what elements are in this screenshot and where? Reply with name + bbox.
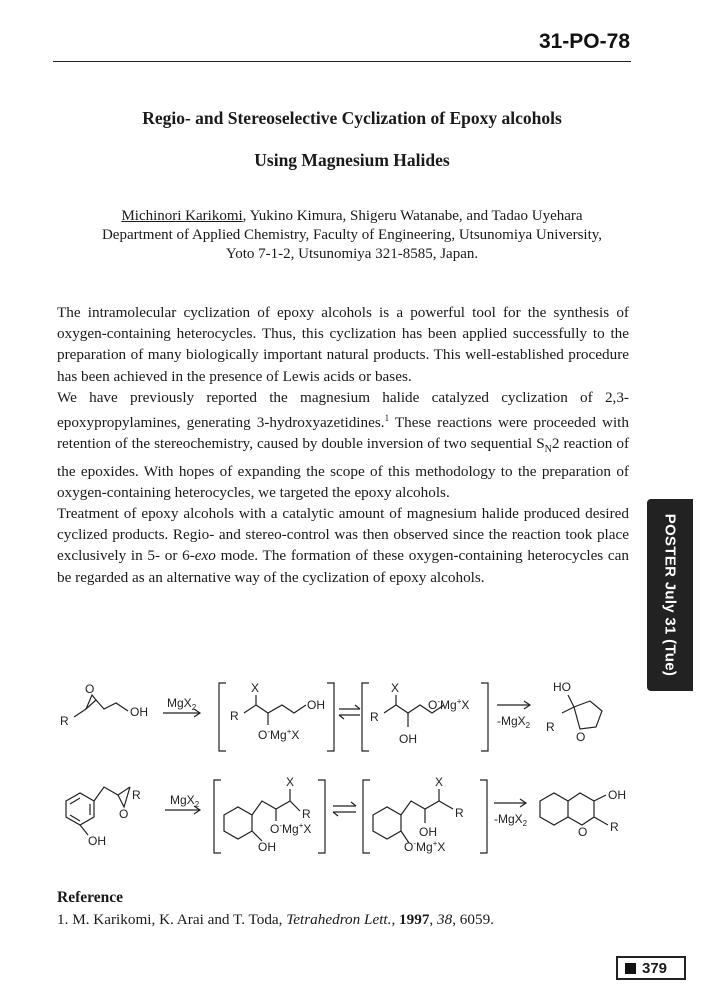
oh-label: OH xyxy=(608,788,626,802)
charge-minus: - xyxy=(413,839,417,848)
oh-label: OH xyxy=(307,698,325,712)
oh-label: OH xyxy=(258,840,276,854)
subscript-2: 2 xyxy=(191,703,197,712)
p2-text-b: These reactions were proceeded with retention of the stereochemistry, caused by double inversion of two sequential S xyxy=(57,414,629,453)
x-label: X xyxy=(391,681,400,695)
title-line-1: Regio- and Stereoselective Cyclization of Epoxy alcohols xyxy=(142,108,562,128)
svg-text:O-Mg+X xyxy=(270,821,311,836)
mgx2-label: MgX xyxy=(167,696,192,710)
abstract-body xyxy=(57,302,629,588)
ref-volume: 38 xyxy=(437,911,453,928)
poster-date-tab xyxy=(647,499,693,691)
paragraph-3 xyxy=(57,503,629,588)
citation-1: 1 xyxy=(384,413,390,424)
o-label: O xyxy=(428,698,438,712)
o-label: O xyxy=(404,840,414,854)
subscript-2: 2 xyxy=(525,721,531,730)
o-label: O xyxy=(270,822,280,836)
svg-text:-MgX2 xyxy=(494,812,528,828)
reference-heading: Reference xyxy=(57,889,123,906)
exo-italic: exo xyxy=(194,547,216,565)
subscript-2: 2 xyxy=(194,800,200,809)
svg-text:MgX2 xyxy=(167,696,197,712)
svg-text:O-Mg+X xyxy=(258,727,299,742)
ref-year: 1997 xyxy=(399,911,430,928)
page-marker xyxy=(625,963,636,974)
poster-date-label: POSTER July 31 (Tue) xyxy=(661,513,679,677)
charge-minus: - xyxy=(437,697,441,706)
ref-sep: , xyxy=(429,911,438,928)
x-label: X xyxy=(251,681,260,695)
p2-text-c: 2 reaction of the epoxides. With hopes of expanding the scope of this methodology to the preparation of oxygen-containing heterocycles, we targeted the epoxy alcohols. xyxy=(57,435,630,501)
mg-label: Mg xyxy=(270,728,287,742)
r-label: R xyxy=(610,820,619,834)
minus-mgx2-label: -MgX xyxy=(497,714,526,728)
authors-block xyxy=(40,207,664,264)
svg-text:-MgX2 xyxy=(497,714,531,730)
x-label: X xyxy=(303,822,312,836)
affiliation-line-2: Yoto 7-1-2, Utsunomiya 321-8585, Japan. xyxy=(225,246,479,262)
svg-text:O-Mg+X xyxy=(428,697,469,712)
r-label: R xyxy=(60,714,69,728)
oh-label: OH xyxy=(399,732,417,746)
paragraph-2 xyxy=(57,387,629,503)
epoxide-o-label: O xyxy=(85,682,95,696)
o-label: O xyxy=(258,728,268,742)
subscript-2: 2 xyxy=(522,819,528,828)
svg-text:MgX2 xyxy=(170,793,200,809)
x-label: X xyxy=(291,728,300,742)
r-label: R xyxy=(370,710,379,724)
oh-label: OH xyxy=(88,834,106,848)
presenting-author: Michinori Karikomi xyxy=(121,208,243,224)
reference-1 xyxy=(57,911,494,929)
ref-journal: Tetrahedron Lett. xyxy=(286,911,392,928)
ring-o-label: O xyxy=(578,825,588,839)
mg-label: Mg xyxy=(440,698,457,712)
charge-plus: + xyxy=(432,839,438,848)
charge-plus: + xyxy=(298,821,304,830)
ring-o-label: O xyxy=(576,730,586,744)
r-label: R xyxy=(230,709,239,723)
r-label: R xyxy=(302,807,311,821)
reaction-scheme xyxy=(0,665,704,870)
ref-sep: , xyxy=(391,911,400,928)
abstract-code: 31-PO-78 xyxy=(538,30,630,53)
mgx2-label: MgX xyxy=(170,793,195,807)
charge-minus: - xyxy=(279,821,283,830)
x-label: X xyxy=(435,775,444,789)
svg-text:O-Mg+X xyxy=(404,839,445,854)
oh-label: OH xyxy=(419,825,437,839)
title-line-2: Using Magnesium Halides xyxy=(254,150,450,170)
co-authors: , Yukino Kimura, Shigeru Watanabe, and Tadao Uyehara xyxy=(242,208,583,224)
p3-text-a: Treatment of epoxy alcohols with a catalytic amount of magnesium halide produced desired cyclized products. Regio- and stereo-control was then observed since the reaction took place exclusively in 5- or 6- xyxy=(57,504,629,565)
ref-authors: 1. M. Karikomi, K. Arai and T. Toda, xyxy=(57,911,287,928)
r-label: R xyxy=(546,720,555,734)
charge-plus: + xyxy=(456,697,462,706)
minus-mgx2-label: -MgX xyxy=(494,812,523,826)
page-number: 379 xyxy=(642,960,668,977)
mg-label: Mg xyxy=(416,840,433,854)
oh-label: OH xyxy=(130,705,148,719)
r-label: R xyxy=(132,788,141,802)
p2-text-a: We have previously reported the magnesium halide catalyzed cyclization of 2,3-epoxypropylamines, generating 3-hydroxyazetidines. xyxy=(57,388,629,432)
sn-subscript: N xyxy=(544,444,552,456)
x-label: X xyxy=(437,840,446,854)
mg-label: Mg xyxy=(282,822,299,836)
ho-label: HO xyxy=(553,680,571,694)
charge-minus: - xyxy=(267,727,271,736)
paragraph-1: The intramolecular cyclization of epoxy alcohols is a powerful tool for the synthesis of oxygen-containing heterocycles. Thus, this cyclization has been applied successfully to the preparation of many biologically important natural products. This well-established procedure has been achieved in the presence of Lewis acids or bases. xyxy=(57,304,629,385)
header-rule xyxy=(53,61,631,62)
x-label: X xyxy=(461,698,470,712)
affiliation-line-1: Department of Applied Chemistry, Faculty of Engineering, Utsunomiya University, xyxy=(101,227,603,243)
page-number-box xyxy=(616,956,686,980)
epoxide-o-label: O xyxy=(119,807,129,821)
author-line xyxy=(40,207,664,226)
ref-pages: , 6059. xyxy=(452,911,494,928)
p3-text-b: mode. The formation of these oxygen-containing heterocycles can be regarded as an alternative way of the cyclization of epoxy alcohols. xyxy=(57,547,630,586)
charge-plus: + xyxy=(286,727,292,736)
r-label: R xyxy=(455,806,464,820)
x-label: X xyxy=(286,775,295,789)
